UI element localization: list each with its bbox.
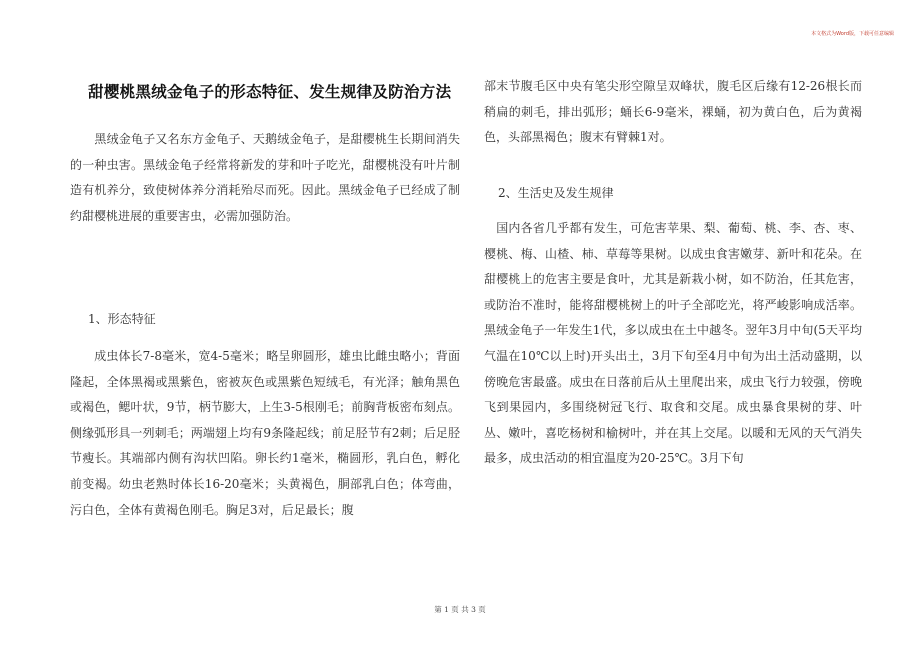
section-heading-lifecycle: 2、生活史及发生规律 xyxy=(498,186,614,200)
page-footer: 第 1 页 共 3 页 xyxy=(434,605,486,614)
document-title: 甜樱桃黑绒金龟子的形态特征、发生规律及防治方法 xyxy=(88,83,452,101)
morphology-paragraph: 成虫体长7-8毫米，宽4-5毫米；略呈卵圆形，雄虫比雌虫略小；背面隆起，全体黑褐或黑紫色，密被灰色或黑紫色短绒毛，有光泽；触角黑色或褐色，鳃叶状，9节，柄节膨大，上生3-5根刚毛；前胸背板密布刻点。侧缘弧形具一列刺毛；两端翅上均有9条隆起线；前足胫节有2刺；后足胫节瘦长。其端部内侧有沟状凹陷。卵长约1毫米，椭圆形，乳白色，孵化前变褐。幼虫老熟时体长16-20毫米；头黄褐色，胴部乳白色；体弯曲，污白色，全体有黄褐色刚毛。胸足3对，后足最长；腹 xyxy=(70,349,460,517)
intro-paragraph: 黑绒金龟子又名东方金龟子、天鹅绒金龟子，是甜樱桃生长期间消失的一种虫害。黑绒金龟子经常将新发的芽和叶子吃光，甜樱桃没有叶片制造有机养分，致使树体养分消耗殆尽而死。因此。黑绒金龟子已经成了制约甜樱桃进展的重要害虫，必需加强防治。 xyxy=(70,132,460,223)
section-heading-morphology: 1、形态特征 xyxy=(88,312,156,326)
watermark-text: 本文格式为Word版，下载可任意编辑 xyxy=(811,31,894,37)
continued-paragraph: 部末节腹毛区中央有笔尖形空隙呈双峰状，腹毛区后缘有12-26根长而稍扁的刺毛，排出弧形；蛹长6-9毫米，裸蛹，初为黄白色，后为黄褐色，头部黑褐色；腹末有臂棘1对。 xyxy=(484,79,862,145)
lifecycle-paragraph: 国内各省几乎都有发生，可危害苹果、梨、葡萄、桃、李、杏、枣、樱桃、梅、山楂、柿、草莓等果树。以成虫食害嫩芽、新叶和花朵。在甜樱桃上的危害主要是食叶，尤其是新栽小树，如不防治，任其危害，或防治不准时，能将甜樱桃树上的叶子全部吃光，将严峻影响成活率。黑绒金龟子一年发生1代，多以成虫在土中越冬。翌年3月中旬(5天平均气温在10℃以上时)开头出土，3月下旬至4月中旬为出土活动盛期，以傍晚危害最盛。成虫在日落前后从土里爬出来，成虫飞行力较强，傍晚飞到果园内，多围绕树冠飞行、取食和交尾。成虫暴食果树的芽、叶丛、嫩叶，喜吃杨树和榆树叶，并在其上交尾。以暖和无风的天气消失最多，成虫活动的相宜温度为20-25℃。3月下旬 xyxy=(484,221,862,466)
